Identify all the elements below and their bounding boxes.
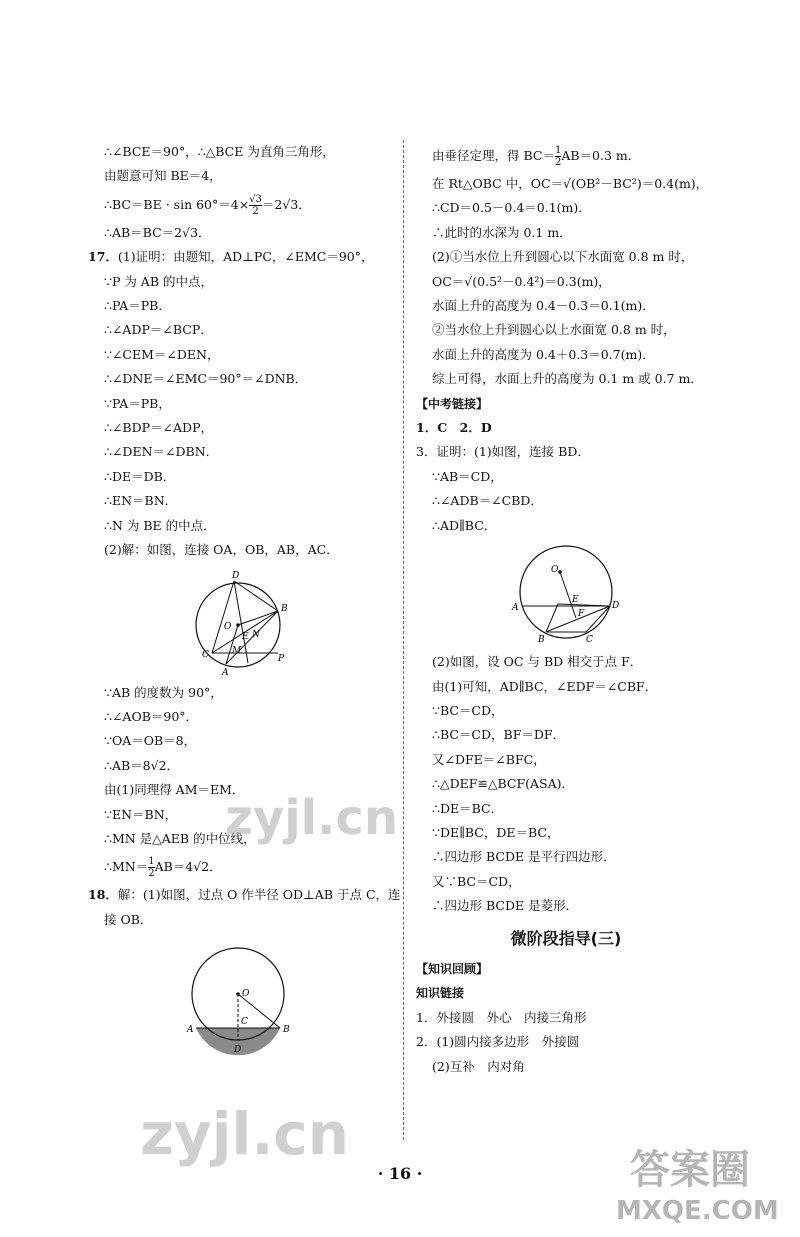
answer-line: 1．C 2．D [416,420,492,436]
watermark-text: zyjl.cn [140,1100,350,1168]
text-segment: ＝2√3． [261,196,311,212]
text-line: ∵DE∥BC，DE＝BC， [432,824,560,840]
text-line: ∴∠ADP＝∠BCP． [104,322,213,338]
figure-label: F [578,609,585,620]
figure-label: D [234,1045,242,1056]
fraction-denominator: 2 [252,205,259,217]
text-segment: 由垂径定理，得 BC＝ [432,148,555,163]
text-segment: AB＝4√2． [154,859,222,875]
fraction-numerator: 1 [148,856,155,868]
figure-label: O [224,621,232,632]
text-line: ∴∠DNE＝∠EMC＝90°＝∠DNB． [104,371,308,387]
text-line: (2)如图，设 OC 与 BD 相交于点 F． [432,654,643,670]
page-number: · 16 · [377,1164,423,1183]
text-line: 在 Rt△OBC 中，OC＝√(OB²－BC²)＝0.4(m)， [432,176,709,191]
fraction-numerator: √3 [249,193,262,205]
text-line: ∴PA＝PB． [104,298,171,314]
figure-18-circle [173,936,303,1060]
right-column [416,140,716,1079]
fraction-numerator: 1 [554,145,562,156]
text-line: ∴∠ADB＝∠CBD． [432,493,543,509]
figure-label: B [538,635,545,646]
text-line: ∴AB＝BC＝2√3． [104,224,211,240]
column-divider [403,140,404,1140]
figure-label: A [512,603,519,614]
text-line: (2)①当水位上升到圆心以下水面宽 0.8 m 时， [432,249,694,265]
text-line: 由题意可知 BE＝4， [104,168,222,184]
text-line: ∴∠BCE＝90°，∴△BCE 为直角三角形， [104,144,335,159]
text-line: 又∠DFE＝∠BFC， [432,751,546,767]
answer-line: 2．(1)圆内接多边形 外接圆 [416,1034,580,1050]
text-line: ∴DE＝DB． [104,468,176,484]
subsection-title: 知识链接 [416,986,465,1001]
figure-label: M [232,645,242,656]
fraction-denominator: 2 [554,157,562,168]
text-line: OC＝√(0.5²－0.4²)＝0.3(m)， [432,273,611,289]
figure-label: E [572,595,579,606]
section-tag-review: 【知识回顾】 [416,961,489,976]
figure-label: B [283,1025,290,1036]
figure-label: C [241,1017,248,1028]
left-column [88,140,401,1064]
text-line: ∴MN 是△AEB 的中位线， [104,830,256,846]
text-line: ∵EN＝BN， [104,806,178,822]
text-line: ∴DE＝BC． [432,800,504,816]
figure-label: D [232,570,240,581]
text-line: 水面上升的高度为 0.4＋0.3＝0.7(m)． [432,346,655,362]
figure-label: O [551,565,559,576]
text-line: ∵P 为 AB 的中点， [104,273,213,289]
figure-label: E [242,631,249,642]
text-segment: ∴BC＝BE · sin 60°＝4× [104,196,250,212]
answer-line: 3．证明：(1)如图，连接 BD． [416,444,590,460]
text-segment: (1)证明：由题知，AD⊥PC，∠EMC＝90°， [117,249,374,265]
text-line: ∵AB 的度数为 90°， [104,684,223,700]
text-segment: 解：(1)如图，过点 O 作半径 OD⊥AB 于点 C，连 [117,887,401,903]
text-line [88,189,388,221]
watermark-logo: MXQE.COM [616,1196,779,1226]
text-line: ∴N 为 BE 的中点． [104,517,216,533]
answer-line: 1．外接圆 外心 内接三角形 [416,1009,587,1025]
figure-3-circle [506,542,626,646]
text-line: 水面上升的高度为 0.4－0.3＝0.1(m)． [432,298,655,314]
text-line [88,851,388,883]
figure-17-circle [178,567,298,677]
text-line: 又∵BC＝CD， [432,873,521,889]
figure-label: D [612,601,620,612]
text-line: ∴四边形 BCDE 是菱形． [432,898,579,914]
watermark-logo: 答案圈 [630,1147,750,1193]
text-line: 综上可得，水面上升的高度为 0.1 m 或 0.7 m． [432,371,703,387]
watermark-text: zyjl.cn [225,790,398,846]
text-line: ∵OA＝OB＝8， [104,733,197,749]
answer-line: (2)互补 内对角 [432,1058,525,1074]
text-line: ∴EN＝BN． [104,493,178,509]
problem-number: 18． [88,887,118,903]
text-line: ∴∠AOB＝90°． [104,708,199,724]
text-segment: ∴MN＝ [104,859,149,875]
figure-label: N [252,629,260,640]
text-line: ∴AB＝8√2． [104,757,180,773]
figure-label: C [586,635,593,646]
figure-label: C [202,649,209,660]
figure-label: P [278,653,285,664]
text-line: ∵PA＝PB， [104,395,171,411]
section-heading: 微阶段指导(三) [510,928,622,948]
text-segment: AB＝0.3 m． [561,148,641,163]
text-line: ∴四边形 BCDE 是平行四边形． [432,849,616,865]
text-line: ∴AD∥BC． [432,517,497,533]
fraction [249,194,262,217]
figure-label: B [281,603,288,614]
text-line: 由(1)同理得 AM＝EM． [104,782,245,798]
text-line: 接 OB． [104,911,153,927]
text-line: ∵AB＝CD， [432,468,503,484]
text-line: (2)解：如图，连接 OA，OB，AB，AC． [104,542,339,558]
figure-label: A [222,667,229,677]
figure-label: O [242,989,250,1000]
text-line: ②当水位上升到圆心以上水面宽 0.8 m 时， [432,322,676,338]
text-line: ∵BC＝CD， [432,702,504,718]
fraction-denominator: 2 [148,868,155,880]
text-line: ∴此时的水深为 0.1 m． [432,224,572,240]
section-tag-zhongkao: 【中考链接】 [416,396,489,411]
text-line [416,140,716,172]
text-line: ∴∠DEN＝∠DBN． [104,444,219,460]
problem-17 [88,245,388,269]
text-line: ∴CD＝0.5－0.4＝0.1(m)． [432,200,591,216]
figure-label: A [187,1025,194,1036]
text-line: ∴△DEF≌△BCF(ASA)． [432,776,574,792]
text-line: 由(1)可知，AD∥BC，∠EDF＝∠CBF． [432,678,658,694]
text-line: ∵∠CEM＝∠DEN， [104,346,220,362]
text-line: ∴∠BDP＝∠ADP， [104,420,213,436]
text-line: ∴BC＝CD，BF＝DF． [432,727,566,743]
problem-number: 17． [88,249,118,265]
problem-18 [88,883,401,907]
